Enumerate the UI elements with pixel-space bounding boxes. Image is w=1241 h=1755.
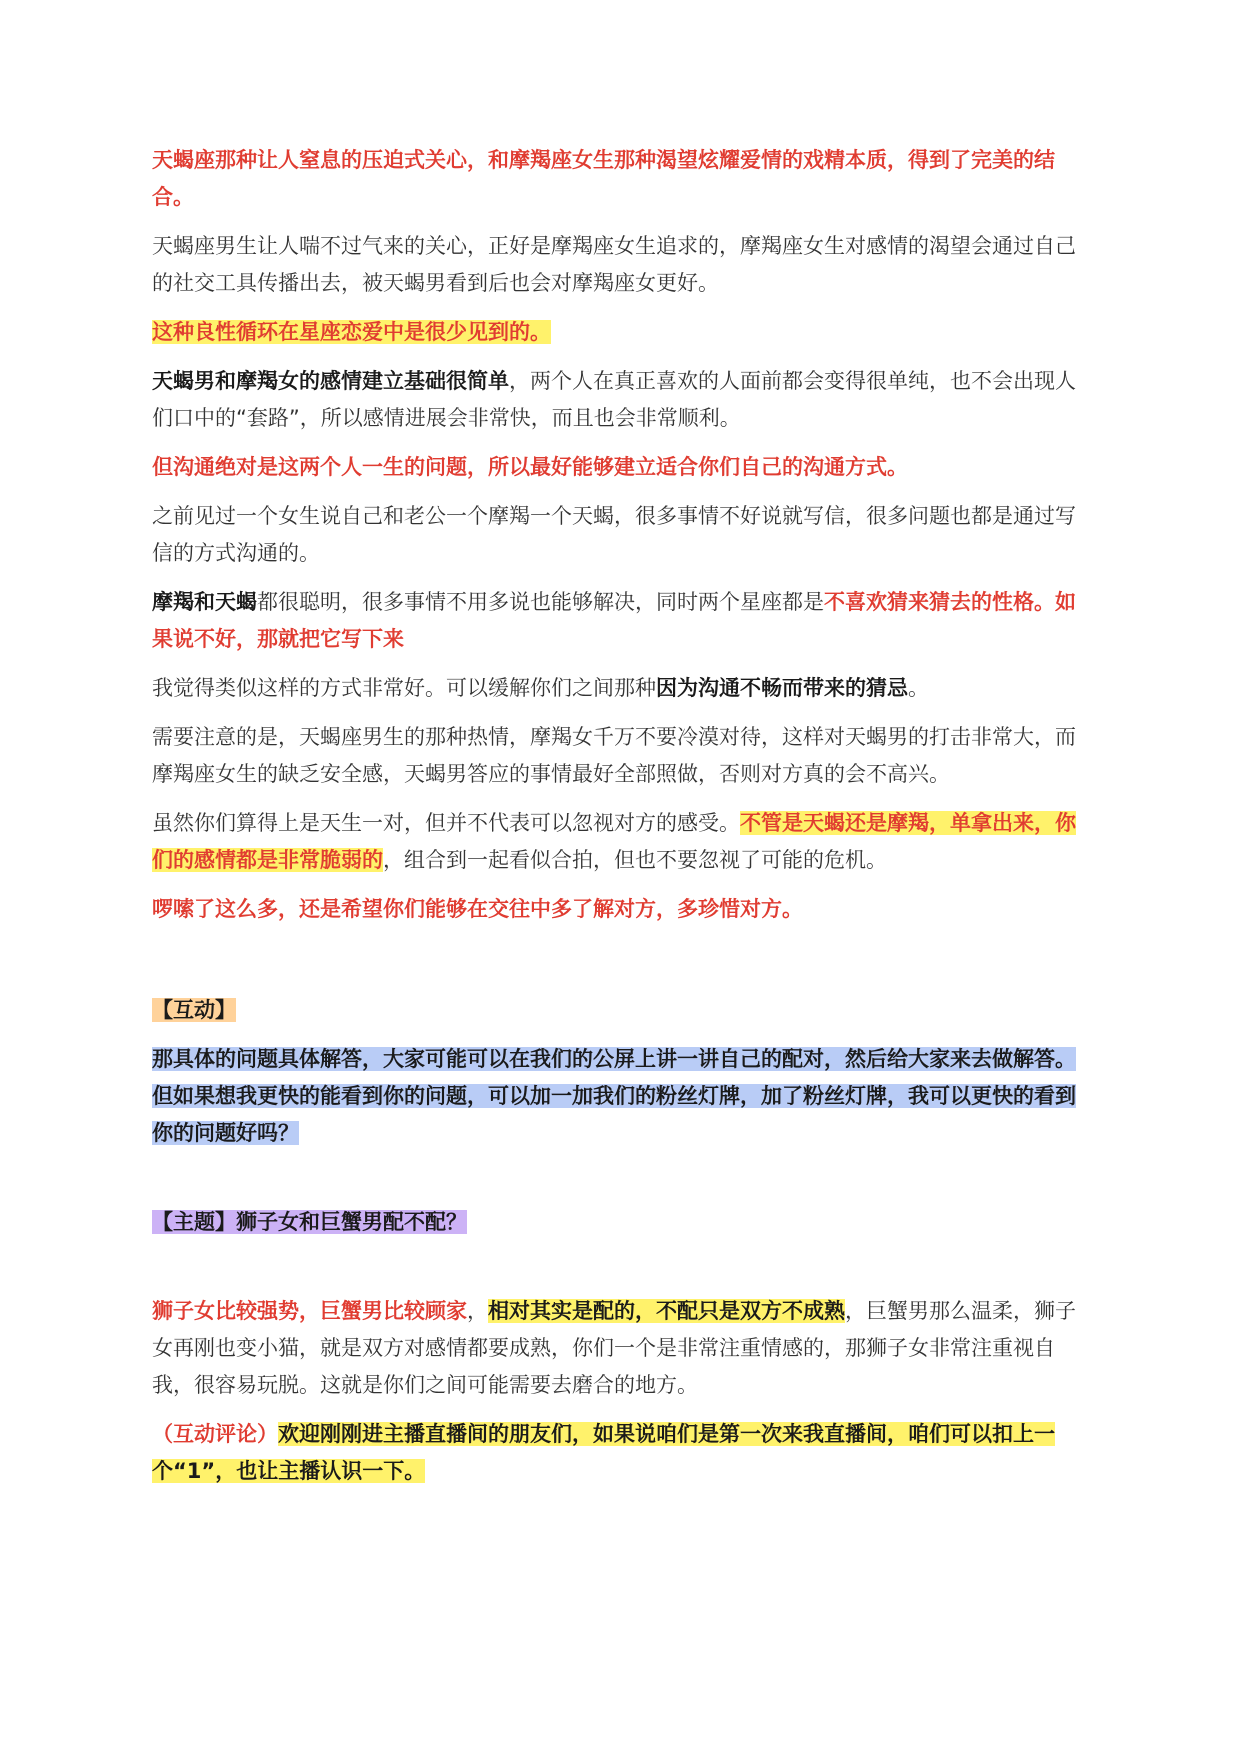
paragraph-scorpio-care: 天蝎座男生让人喘不过气来的关心，正好是摩羯座女生追求的，摩羯座女生对感情的渴望会通过自己的社交工具传播出去，被天蝎男看到后也会对摩羯座女更好。 [152,234,1076,295]
bold-suspicion: 因为沟通不畅而带来的猜忌 [656,676,908,700]
text-smart-mid: 都很聪明，很多事情不用多说也能够解决，同时两个星座都是 [257,590,824,614]
paragraph-scorpio-capricorn-intro: 天蝎座那种让人窒息的压迫式关心，和摩羯座女生那种渴望炫耀爱情的戏精本质，得到了完美的结合。 [152,148,1055,209]
paragraph-communication-problem: 但沟通绝对是这两个人一生的问题，所以最好能够建立适合你们自己的沟通方式。 [152,455,908,479]
paragraph-closing: 啰嗦了这么多，还是希望你们能够在交往中多了解对方，多珍惜对方。 [152,897,803,921]
highlight-match: 相对其实是配的，不配只是双方不成熟 [488,1299,845,1323]
paragraph-interaction [152,1041,1092,1152]
paragraph-smart [152,584,1092,658]
section-tag-interaction [152,992,1092,1029]
highlight-fragile: 不管是天蝎还是摩羯，单拿出来，你们的感情都是非常脆弱的 [152,811,1076,872]
red-leo-cancer: 狮子女比较强势，巨蟹男比较顾家 [152,1299,467,1323]
text-foundation-rest: ，两个人在真正喜欢的人面前都会变得很单纯，也不会出现人们口中的“套路”，所以感情进展会非常快，而且也会非常顺利。 [152,369,1076,430]
highlight-positive-cycle: 这种良性循环在星座恋爱中是很少见到的。 [152,320,551,344]
paragraph-natural-pair [152,805,1092,879]
bold-foundation: 天蝎男和摩羯女的感情建立基础很简单 [152,369,509,393]
paragraph-welcome [152,1416,1092,1490]
document-page [152,142,1092,1502]
text-leo-cancer-rest: ，巨蟹男那么温柔，狮子女再刚也变小猫，就是双方对感情都要成熟，你们一个是非常注重情感的，那狮子女非常注重视自我，很容易玩脱。这就是你们之间可能需要去磨合的地方。 [152,1299,1076,1397]
text-good-way-end: 。 [908,676,929,700]
comment-tag: （互动评论） [152,1422,278,1446]
paragraph-leo-cancer [152,1293,1092,1404]
red-no-guessing: 不喜欢猜来猜去的性格。如果说不好，那就把它写下来 [152,590,1076,651]
paragraph-letter-writing: 之前见过一个女生说自己和老公一个摩羯一个天蝎，很多事情不好说就写信，很多问题也都是通过写信的方式沟通的。 [152,504,1076,565]
bold-capricorn-scorpio: 摩羯和天蝎 [152,590,257,614]
paragraph-attention: 需要注意的是，天蝎座男生的那种热情，摩羯女千万不要冷漠对待，这样对天蝎男的打击非常大，而摩羯座女生的缺乏安全感，天蝎男答应的事情最好全部照做，否则对方真的会不高兴。 [152,725,1076,786]
section-tag-topic [152,1204,1092,1241]
interaction-tag: 【互动】 [152,998,236,1022]
paragraph-positive-cycle [152,314,1092,351]
text-natural-pair-end: ，组合到一起看似合拍，但也不要忽视了可能的危机。 [383,848,887,872]
paragraph-good-way [152,670,1092,707]
topic-tag: 【主题】狮子女和巨蟹男配不配？ [152,1210,467,1234]
text-comma: ， [467,1299,488,1323]
highlight-interaction: 那具体的问题具体解答，大家可能可以在我们的公屏上讲一讲自己的配对，然后给大家来去做解答。但如果想我更快的能看到你的问题，可以加一加我们的粉丝灯牌，加了粉丝灯牌，我可以更快的看到你的问题好吗？ [152,1047,1076,1145]
text-good-way-start: 我觉得类似这样的方式非常好。可以缓解你们之间那种 [152,676,656,700]
highlight-welcome: 欢迎刚刚进主播直播间的朋友们，如果说咱们是第一次来我直播间，咱们可以扣上一个“1”，也让主播认识一下。 [152,1422,1055,1483]
text-natural-pair-start: 虽然你们算得上是天生一对，但并不代表可以忽视对方的感受。 [152,811,740,835]
paragraph-foundation [152,363,1092,437]
